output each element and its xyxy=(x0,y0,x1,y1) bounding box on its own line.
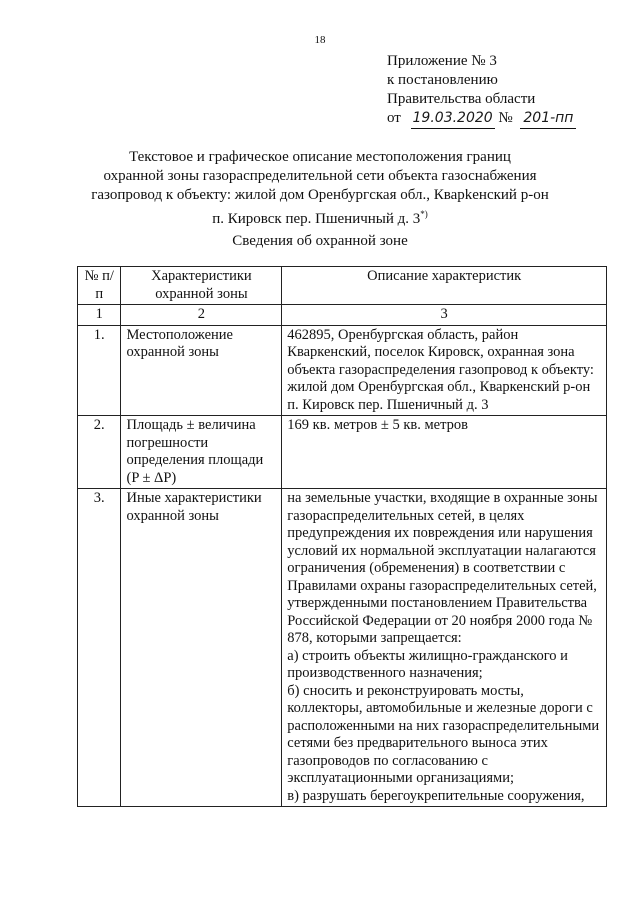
appendix-line-1: Приложение № 3 xyxy=(387,53,497,69)
table-row xyxy=(78,325,607,416)
row-num: 3. xyxy=(78,489,121,807)
document-title xyxy=(60,148,580,229)
number-prefix: № xyxy=(498,110,513,126)
column-number-row xyxy=(78,305,607,326)
row-characteristic: Иные характеристики охранной зоны xyxy=(121,489,282,807)
column-number-2: 2 xyxy=(121,305,282,326)
appendix-date-line xyxy=(387,109,576,129)
row-characteristic: Площадь ± величина погрешности определения площади (P ± ΔP) xyxy=(121,416,282,489)
row-description-text: на земельные участки, входящие в охранные зоны газораспределительных сетей, в целях предупреждения их повреждения или нарушения условий их нормальной эксплуатации налагаются ограничения (обременения) в соответствии с Правилами охраны газораспределительных сетей, утвержденными постановлением Правительства Российской Федерации от 20 ноября 2000 года № 878, которыми запрещается: а) строить объекты жилищно-гражданского и производственного назначения; б) сносить и реконструировать мосты, коллекторы, автомобильные и железные дороги с расположенными на них газораспределительными сетями без предварительного выноса этих газопроводов по согласованию с эксплуатационными организациями; в) разрушать берегоукрепительные сооружения, xyxy=(287,490,600,804)
header-characteristic: Характеристики охранной зоны xyxy=(121,267,282,305)
title-line-4-text: п. Кировск пер. Пшеничный д. 3 xyxy=(212,211,421,227)
title-line-2: охранной зоны газораспределительной сети объекта газоснабжения xyxy=(103,168,537,184)
header-num: № п/п xyxy=(78,267,121,305)
page-number: 18 xyxy=(314,34,326,46)
row-characteristic: Местоположение охранной зоны xyxy=(121,325,282,416)
appendix-line-2: к постановлению xyxy=(387,72,498,88)
row-description xyxy=(282,489,607,807)
title-line-3: газопровод к объекту: жилой дом Оренбургская обл., Кварkенский р-он xyxy=(91,187,549,203)
section-subtitle: Сведения об охранной зоне xyxy=(232,233,408,249)
title-line-1: Текстовое и графическое описание местоположения границ xyxy=(129,149,511,165)
table-header-row xyxy=(78,267,607,305)
column-number-1: 1 xyxy=(78,305,121,326)
handwritten-date: 19.03.2020 xyxy=(411,109,495,129)
title-line-4 xyxy=(60,205,580,229)
table-row xyxy=(78,489,607,807)
header-description: Описание характеристик xyxy=(282,267,607,305)
row-description: 462895, Оренбургская область, район Кваркенский, поселок Кировск, охранная зона объекта газораспределения газопровод к объекту: жилой дом Оренбургская обл., Кваркенский р-он п. Кировск пер. Пшеничный д. 3 xyxy=(282,325,607,416)
table-row xyxy=(78,416,607,489)
row-description: 169 кв. метров ± 5 кв. метров xyxy=(282,416,607,489)
column-number-3: 3 xyxy=(282,305,607,326)
row-num: 2. xyxy=(78,416,121,489)
row-num: 1. xyxy=(78,325,121,416)
date-prefix: от xyxy=(387,110,401,126)
zone-table xyxy=(77,266,607,807)
appendix-block xyxy=(387,52,576,129)
footnote-mark: *) xyxy=(420,209,428,219)
handwritten-number: 201-пп xyxy=(520,109,576,129)
appendix-line-3: Правительства области xyxy=(387,91,536,107)
